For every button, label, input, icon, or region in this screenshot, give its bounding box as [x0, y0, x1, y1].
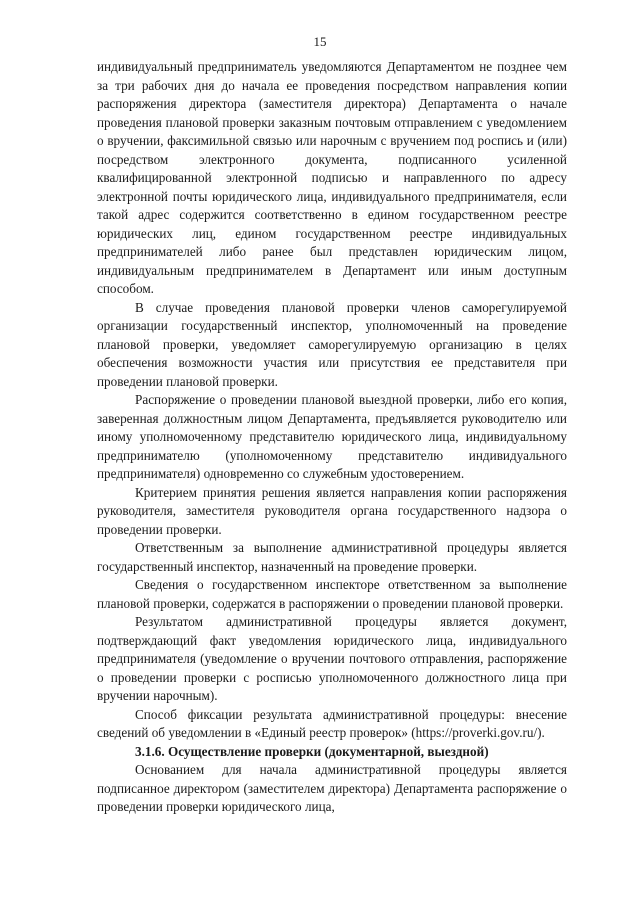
page-number: 15: [313, 34, 327, 49]
paragraph-inspection-basis: Основанием для начала административной процедуры является подписанное директором (заместителем директора) Департамента распоряжение о проведении проверки юридического лица,: [97, 762, 567, 814]
paragraph-decision-criterion: Критерием принятия решения является направления копии распоряжения руководителя, заместителя руководителя органа государственного надзора о проведении проверки.: [97, 484, 567, 537]
paragraph-order-presentation: Распоряжение о проведении плановой выездной проверки, либо его копия, заверенная должностным лицом Департамента, предъявляется руководителю или иному уполномоченному представителю юридического лица, индивидуальному предпринимателю (уполномоченному представителю индивидуального предпринимателя) одновременно со служебным удостоверением.: [97, 392, 567, 481]
paragraph-sro-notification: В случае проведения плановой проверки членов саморегулируемой организации государственный инспектор, уполномоченный на проведение плановой проверки, уведомляет саморегулируемую организацию в целях обеспечения возможности участия или присутствия ее представителя при проведении плановой проверки.: [97, 299, 567, 389]
paragraph-procedure-result: Результатом административной процедуры является документ, подтверждающий факт уведомления юридического лица, индивидуального предпринимателя (уведомление о вручении почтового отправления, распоряжение о проведении проверки с росписью уполномоченного должностного лица при вручении нарочным).: [97, 614, 567, 703]
paragraph-continuation: индивидуальный предприниматель уведомляются Департаментом не позднее чем за три рабочих дня до начала ее проведения посредством направления копии распоряжения директора (заместителя директора) Департамента о начале проведения плановой проверки заказным почтовым отправлением с уведомлением о вручении, факсимильной связью или нарочным с вручением под роспись и (или) посредством электронного документа, подписанного усиленной квалифицированной электронной подписью и направленного по адресу электронной почты юридического лица, индивидуального предпринимателя, если такой адрес содержится соответственно в едином государственном реестре юридических лиц, едином государственном реестре индивидуальных предпринимателей либо ранее был представлен юридическим лицом, индивидуальным предпринимателем в Департамент или иным доступным способом.: [97, 59, 567, 296]
paragraph-inspector-info: Сведения о государственном инспекторе ответственном за выполнение плановой проверки, содержатся в распоряжении о проведении плановой проверки.: [97, 577, 567, 611]
paragraph-recording-method: Способ фиксации результата административной процедуры: внесение сведений об уведомлении в «Единый реестр проверок» (https://proverki.gov.ru/).: [97, 706, 567, 740]
paragraph-responsible-person: Ответственным за выполнение административной процедуры является государственный инспектор, назначенный на проведение проверки.: [97, 540, 567, 574]
document-body: [97, 58, 567, 817]
section-heading: 3.1.6. Осуществление проверки (документарной, выездной): [135, 743, 489, 759]
